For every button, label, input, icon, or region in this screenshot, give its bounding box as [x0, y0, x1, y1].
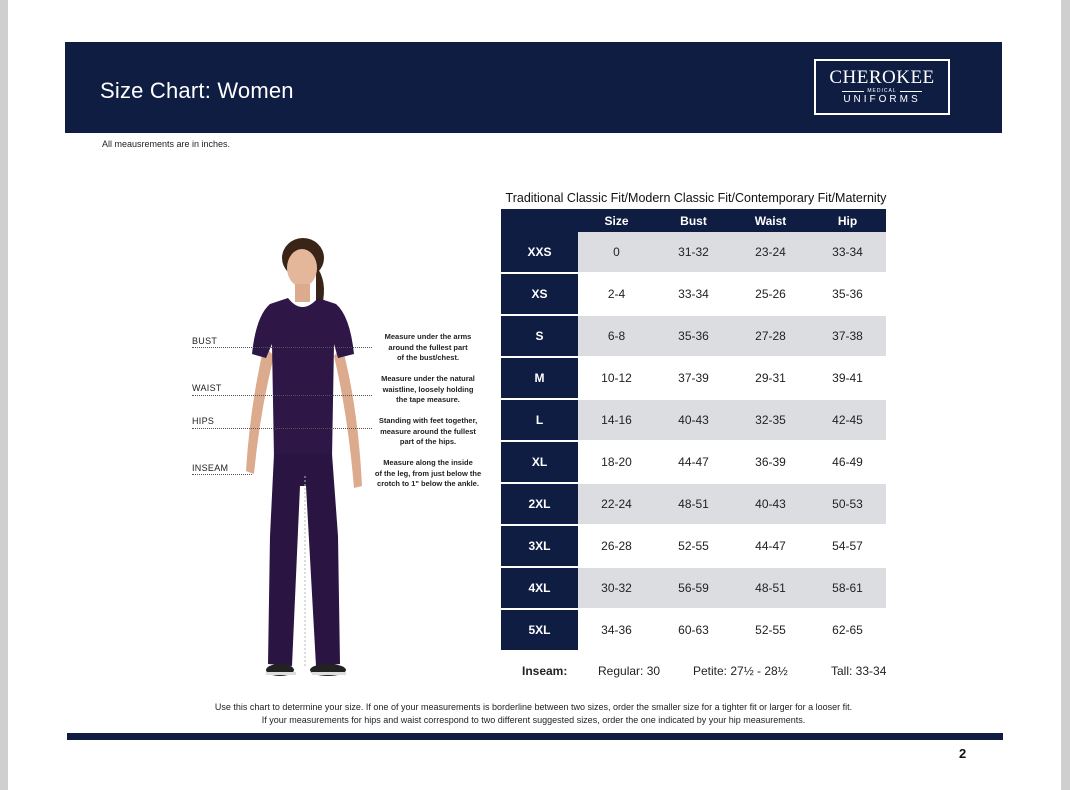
- waist-cell: 44-47: [732, 525, 809, 567]
- hips-description: Standing with feet together, measure around the fullest part of the hips.: [378, 416, 478, 446]
- waist-cell: 23-24: [732, 232, 809, 273]
- logo-line2: MEDICAL: [867, 88, 897, 94]
- footer-instructions-2: If your measurements for hips and waist correspond to two different suggested sizes, order the one indicated by your hip measurements.: [261, 715, 806, 725]
- size-cell: 6-8: [578, 315, 655, 357]
- waist-cell: 32-35: [732, 399, 809, 441]
- column-header: Bust: [655, 209, 732, 232]
- hip-cell: 42-45: [809, 399, 886, 441]
- size-cell: 18-20: [578, 441, 655, 483]
- waist-cell: 40-43: [732, 483, 809, 525]
- column-header: Hip: [809, 209, 886, 232]
- waist-cell: 25-26: [732, 273, 809, 315]
- waist-cell: 36-39: [732, 441, 809, 483]
- bust-description: Measure under the arms around the fullest part of the bust/chest.: [384, 332, 472, 362]
- hip-cell: 46-49: [809, 441, 886, 483]
- table-row: [501, 232, 886, 273]
- inseam-tall: Tall: 33-34: [831, 664, 887, 678]
- waist-line: [192, 395, 372, 396]
- size-label-cell: 5XL: [501, 609, 578, 651]
- size-cell: 22-24: [578, 483, 655, 525]
- page-number: 2: [959, 746, 967, 761]
- hip-cell: 37-38: [809, 315, 886, 357]
- column-header: Waist: [732, 209, 809, 232]
- bust-cell: 60-63: [655, 609, 732, 651]
- column-header: Size: [578, 209, 655, 232]
- hips-label: HIPS: [192, 416, 215, 426]
- table-row: [501, 441, 886, 483]
- table-row: [501, 609, 886, 651]
- waist-cell: 52-55: [732, 609, 809, 651]
- table-row: [501, 399, 886, 441]
- cherokee-logo: [814, 59, 950, 115]
- size-label-cell: L: [501, 399, 578, 441]
- footer-instructions-1: Use this chart to determine your size. If one of your measurements is borderline between two sizes, order the smaller size for a tighter fit or larger for a looser fit.: [214, 702, 853, 712]
- inseam-description: Measure along the inside of the leg, from just below the crotch to 1" below the ankle.: [374, 458, 482, 488]
- bust-cell: 37-39: [655, 357, 732, 399]
- table-header-row: [501, 209, 886, 232]
- bust-label: BUST: [192, 336, 218, 346]
- inseam-heading: Inseam:: [522, 664, 568, 678]
- table-row: [501, 567, 886, 609]
- hip-cell: 39-41: [809, 357, 886, 399]
- bust-cell: 33-34: [655, 273, 732, 315]
- inseam-label: INSEAM: [192, 463, 229, 473]
- bust-cell: 31-32: [655, 232, 732, 273]
- size-cell: 14-16: [578, 399, 655, 441]
- size-label-cell: 3XL: [501, 525, 578, 567]
- logo-line1: CHEROKEE: [829, 67, 935, 88]
- document-page: [8, 0, 1061, 790]
- size-label-cell: XL: [501, 441, 578, 483]
- size-label-cell: 2XL: [501, 483, 578, 525]
- hips-line: [192, 428, 372, 429]
- page-header: [65, 42, 1002, 133]
- size-cell: 0: [578, 232, 655, 273]
- table-row: [501, 483, 886, 525]
- inseam-regular: Regular: 30: [598, 664, 661, 678]
- size-label-cell: 4XL: [501, 567, 578, 609]
- fit-title: Traditional Classic Fit/Modern Classic Fit/Contemporary Fit/Maternity: [505, 191, 887, 205]
- waist-cell: 48-51: [732, 567, 809, 609]
- table-row: [501, 273, 886, 315]
- waist-description: Measure under the natural waistline, loosely holding the tape measure.: [381, 374, 475, 404]
- page-title: Size Chart: Women: [100, 78, 294, 103]
- bust-cell: 52-55: [655, 525, 732, 567]
- table-row: [501, 357, 886, 399]
- size-cell: 30-32: [578, 567, 655, 609]
- bust-cell: 56-59: [655, 567, 732, 609]
- size-table: [501, 209, 886, 652]
- bust-cell: 35-36: [655, 315, 732, 357]
- model-figure: [230, 236, 380, 684]
- size-cell: 2-4: [578, 273, 655, 315]
- table-row: [501, 315, 886, 357]
- inseam-petite: Petite: 27½ - 28½: [693, 664, 788, 678]
- size-cell: 10-12: [578, 357, 655, 399]
- size-cell: 26-28: [578, 525, 655, 567]
- waist-cell: 29-31: [732, 357, 809, 399]
- hip-cell: 35-36: [809, 273, 886, 315]
- hip-cell: 58-61: [809, 567, 886, 609]
- waist-label: WAIST: [192, 383, 222, 393]
- table-row: [501, 525, 886, 567]
- size-label-cell: XXS: [501, 232, 578, 273]
- hip-cell: 50-53: [809, 483, 886, 525]
- column-header: [501, 209, 578, 232]
- waist-cell: 27-28: [732, 315, 809, 357]
- bust-cell: 44-47: [655, 441, 732, 483]
- hip-cell: 33-34: [809, 232, 886, 273]
- bust-cell: 48-51: [655, 483, 732, 525]
- units-note: All meausrements are in inches.: [102, 139, 231, 149]
- size-cell: 34-36: [578, 609, 655, 651]
- inseam-line: [192, 474, 252, 475]
- bust-cell: 40-43: [655, 399, 732, 441]
- size-label-cell: S: [501, 315, 578, 357]
- size-label-cell: XS: [501, 273, 578, 315]
- bust-line: [192, 347, 372, 348]
- hip-cell: 54-57: [809, 525, 886, 567]
- footer-bar: [67, 733, 1003, 740]
- logo-line3: UNIFORMS: [843, 94, 921, 105]
- hip-cell: 62-65: [809, 609, 886, 651]
- size-label-cell: M: [501, 357, 578, 399]
